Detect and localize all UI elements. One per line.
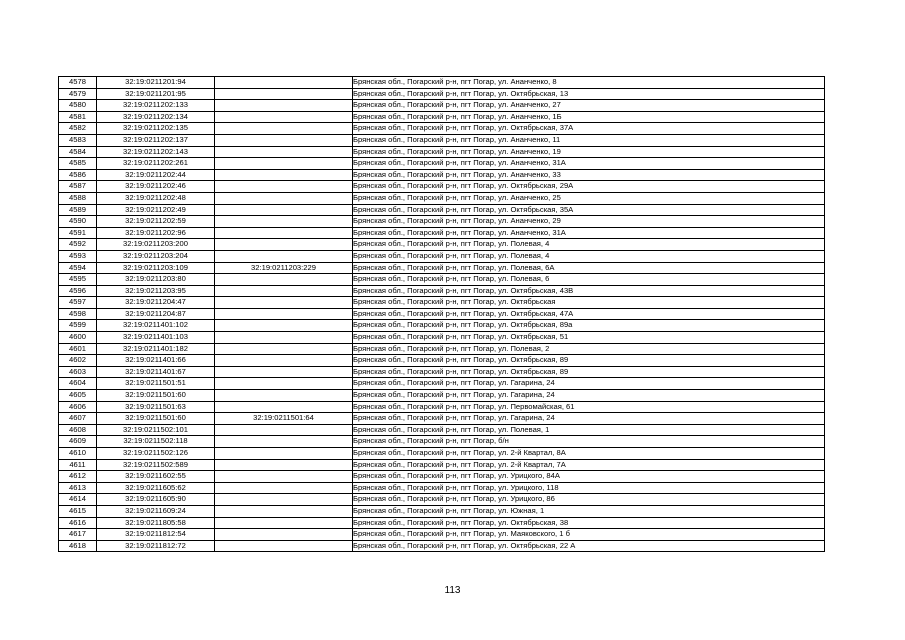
- address-cell: Брянская обл., Погарский р-н, пгт Погар, ул. Октябрьская, 51: [353, 332, 825, 344]
- cadastral-number-cell: 32:19:0211401:66: [97, 355, 215, 367]
- cadastral-number-cell: 32:19:0211202:143: [97, 146, 215, 158]
- row-number-cell: 4613: [59, 482, 97, 494]
- cadastral-number-cell: 32:19:0211605:90: [97, 494, 215, 506]
- address-cell: Брянская обл., Погарский р-н, пгт Погар, ул. Гагарина, 24: [353, 390, 825, 402]
- related-cadastral-number-cell: [215, 111, 353, 123]
- table-row: [59, 88, 825, 100]
- table-row: [59, 343, 825, 355]
- table-row: [59, 471, 825, 483]
- address-cell: Брянская обл., Погарский р-н, пгт Погар, ул. 2-й Квартал, 8А: [353, 448, 825, 460]
- cadastral-number-cell: 32:19:0211203:204: [97, 250, 215, 262]
- cadastral-number-cell: 32:19:0211502:118: [97, 436, 215, 448]
- table-row: [59, 390, 825, 402]
- address-cell: Брянская обл., Погарский р-н, пгт Погар, ул. Ананченко, 31А: [353, 227, 825, 239]
- cadastral-number-cell: 32:19:0211203:80: [97, 274, 215, 286]
- cadastral-number-cell: 32:19:0211602:55: [97, 471, 215, 483]
- cadastral-number-cell: 32:19:0211502:589: [97, 459, 215, 471]
- row-number-cell: 4606: [59, 401, 97, 413]
- row-number-cell: 4604: [59, 378, 97, 390]
- address-cell: Брянская обл., Погарский р-н, пгт Погар, ул. Октябрьская, 29А: [353, 181, 825, 193]
- related-cadastral-number-cell: [215, 540, 353, 552]
- cadastral-number-cell: 32:19:0211202:261: [97, 158, 215, 170]
- cadastral-number-cell: 32:19:0211203:200: [97, 239, 215, 251]
- cadastral-number-cell: 32:19:0211202:135: [97, 123, 215, 135]
- address-cell: Брянская обл., Погарский р-н, пгт Погар, ул. Полевая, 4: [353, 239, 825, 251]
- address-cell: Брянская обл., Погарский р-н, пгт Погар, ул. Октябрьская, 89: [353, 355, 825, 367]
- related-cadastral-number-cell: [215, 77, 353, 89]
- related-cadastral-number-cell: [215, 181, 353, 193]
- row-number-cell: 4583: [59, 134, 97, 146]
- address-cell: Брянская обл., Погарский р-н, пгт Погар, ул. Ананченко, 19: [353, 146, 825, 158]
- row-number-cell: 4588: [59, 192, 97, 204]
- row-number-cell: 4592: [59, 239, 97, 251]
- row-number-cell: 4611: [59, 459, 97, 471]
- related-cadastral-number-cell: [215, 146, 353, 158]
- table-row: [59, 192, 825, 204]
- row-number-cell: 4591: [59, 227, 97, 239]
- related-cadastral-number-cell: [215, 355, 353, 367]
- related-cadastral-number-cell: [215, 216, 353, 228]
- table-row: [59, 239, 825, 251]
- table-row: [59, 355, 825, 367]
- address-cell: Брянская обл., Погарский р-н, пгт Погар, ул. Гагарина, 24: [353, 378, 825, 390]
- address-cell: Брянская обл., Погарский р-н, пгт Погар, ул. Ананченко, 1Б: [353, 111, 825, 123]
- row-number-cell: 4602: [59, 355, 97, 367]
- related-cadastral-number-cell: [215, 459, 353, 471]
- cadastral-number-cell: 32:19:0211805:58: [97, 517, 215, 529]
- cadastral-number-cell: 32:19:0211202:133: [97, 100, 215, 112]
- cadastral-number-cell: 32:19:0211202:96: [97, 227, 215, 239]
- row-number-cell: 4582: [59, 123, 97, 135]
- row-number-cell: 4581: [59, 111, 97, 123]
- related-cadastral-number-cell: [215, 366, 353, 378]
- row-number-cell: 4584: [59, 146, 97, 158]
- cadastral-number-cell: 32:19:0211502:126: [97, 448, 215, 460]
- table-row: [59, 308, 825, 320]
- cadastral-number-cell: 32:19:0211401:182: [97, 343, 215, 355]
- address-cell: Брянская обл., Погарский р-н, пгт Погар, ул. Ананченко, 33: [353, 169, 825, 181]
- address-cell: Брянская обл., Погарский р-н, пгт Погар, ул. Полевая, 2: [353, 343, 825, 355]
- address-cell: Брянская обл., Погарский р-н, пгт Погар, ул. Октябрьская, 89: [353, 366, 825, 378]
- related-cadastral-number-cell: [215, 505, 353, 517]
- table-row: [59, 250, 825, 262]
- address-cell: Брянская обл., Погарский р-н, пгт Погар, ул. Гагарина, 24: [353, 413, 825, 425]
- related-cadastral-number-cell: [215, 436, 353, 448]
- table-row: [59, 100, 825, 112]
- cadastral-number-cell: 32:19:0211401:67: [97, 366, 215, 378]
- row-number-cell: 4609: [59, 436, 97, 448]
- cadastral-number-cell: 32:19:0211401:103: [97, 332, 215, 344]
- table-row: [59, 366, 825, 378]
- table-row: [59, 332, 825, 344]
- row-number-cell: 4599: [59, 320, 97, 332]
- cadastral-number-cell: 32:19:0211609:24: [97, 505, 215, 517]
- cadastral-number-cell: 32:19:0211202:59: [97, 216, 215, 228]
- address-cell: Брянская обл., Погарский р-н, пгт Погар, ул. Ананченко, 11: [353, 134, 825, 146]
- row-number-cell: 4578: [59, 77, 97, 89]
- table-row: [59, 378, 825, 390]
- row-number-cell: 4616: [59, 517, 97, 529]
- related-cadastral-number-cell: [215, 274, 353, 286]
- table-row: [59, 505, 825, 517]
- row-number-cell: 4587: [59, 181, 97, 193]
- cadastral-number-cell: 32:19:0211501:51: [97, 378, 215, 390]
- row-number-cell: 4617: [59, 529, 97, 541]
- related-cadastral-number-cell: [215, 88, 353, 100]
- cadastral-number-cell: 32:19:0211202:46: [97, 181, 215, 193]
- row-number-cell: 4618: [59, 540, 97, 552]
- cadastral-number-cell: 32:19:0211202:48: [97, 192, 215, 204]
- related-cadastral-number-cell: [215, 169, 353, 181]
- cadastral-number-cell: 32:19:0211502:101: [97, 424, 215, 436]
- row-number-cell: 4593: [59, 250, 97, 262]
- row-number-cell: 4598: [59, 308, 97, 320]
- address-cell: Брянская обл., Погарский р-н, пгт Погар, ул. Октябрьская, 89а: [353, 320, 825, 332]
- row-number-cell: 4589: [59, 204, 97, 216]
- table-row: [59, 262, 825, 274]
- cadastral-number-cell: 32:19:0211202:137: [97, 134, 215, 146]
- address-cell: Брянская обл., Погарский р-н, пгт Погар, ул. Октябрьская, 13: [353, 88, 825, 100]
- row-number-cell: 4579: [59, 88, 97, 100]
- row-number-cell: 4603: [59, 366, 97, 378]
- table-row: [59, 459, 825, 471]
- table-row: [59, 517, 825, 529]
- table-row: [59, 424, 825, 436]
- row-number-cell: 4580: [59, 100, 97, 112]
- table-row: [59, 169, 825, 181]
- related-cadastral-number-cell: [215, 123, 353, 135]
- row-number-cell: 4605: [59, 390, 97, 402]
- cadastral-number-cell: 32:19:0211501:63: [97, 401, 215, 413]
- row-number-cell: 4607: [59, 413, 97, 425]
- related-cadastral-number-cell: [215, 297, 353, 309]
- address-cell: Брянская обл., Погарский р-н, пгт Погар, ул. Ананченко, 25: [353, 192, 825, 204]
- row-number-cell: 4585: [59, 158, 97, 170]
- table-row: [59, 274, 825, 286]
- cadastral-number-cell: 32:19:0211203:95: [97, 285, 215, 297]
- address-cell: Брянская обл., Погарский р-н, пгт Погар, ул. Октябрьская: [353, 297, 825, 309]
- address-cell: Брянская обл., Погарский р-н, пгт Погар, ул. Октябрьская, 37А: [353, 123, 825, 135]
- table-row: [59, 227, 825, 239]
- table-row: [59, 529, 825, 541]
- table-row: [59, 448, 825, 460]
- row-number-cell: 4586: [59, 169, 97, 181]
- cadastral-number-cell: 32:19:0211202:44: [97, 169, 215, 181]
- cadastral-number-cell: 32:19:0211605:62: [97, 482, 215, 494]
- address-cell: Брянская обл., Погарский р-н, пгт Погар, ул. Ананченко, 29: [353, 216, 825, 228]
- table-row: [59, 320, 825, 332]
- row-number-cell: 4594: [59, 262, 97, 274]
- table-row: [59, 285, 825, 297]
- related-cadastral-number-cell: [215, 250, 353, 262]
- related-cadastral-number-cell: [215, 285, 353, 297]
- table-row: [59, 77, 825, 89]
- registry-table-body: [59, 77, 825, 552]
- related-cadastral-number-cell: [215, 332, 353, 344]
- related-cadastral-number-cell: [215, 529, 353, 541]
- related-cadastral-number-cell: [215, 158, 353, 170]
- table-row: [59, 297, 825, 309]
- registry-table-container: [58, 76, 824, 552]
- address-cell: Брянская обл., Погарский р-н, пгт Погар, ул. Первомайская, 61: [353, 401, 825, 413]
- row-number-cell: 4590: [59, 216, 97, 228]
- related-cadastral-number-cell: [215, 401, 353, 413]
- cadastral-number-cell: 32:19:0211501:60: [97, 390, 215, 402]
- row-number-cell: 4596: [59, 285, 97, 297]
- address-cell: Брянская обл., Погарский р-н, пгт Погар, ул. Ананченко, 27: [353, 100, 825, 112]
- cadastral-number-cell: 32:19:0211201:95: [97, 88, 215, 100]
- related-cadastral-number-cell: [215, 471, 353, 483]
- address-cell: Брянская обл., Погарский р-н, пгт Погар, ул. Полевая, 6: [353, 274, 825, 286]
- address-cell: Брянская обл., Погарский р-н, пгт Погар, ул. Октябрьская, 38: [353, 517, 825, 529]
- table-row: [59, 111, 825, 123]
- related-cadastral-number-cell: [215, 424, 353, 436]
- table-row: [59, 494, 825, 506]
- address-cell: Брянская обл., Погарский р-н, пгт Погар, ул. Южная, 1: [353, 505, 825, 517]
- address-cell: Брянская обл., Погарский р-н, пгт Погар, ул. Октябрьская, 22 А: [353, 540, 825, 552]
- row-number-cell: 4612: [59, 471, 97, 483]
- table-row: [59, 216, 825, 228]
- table-row: [59, 134, 825, 146]
- address-cell: Брянская обл., Погарский р-н, пгт Погар, ул. Урицкого, 84А: [353, 471, 825, 483]
- address-cell: Брянская обл., Погарский р-н, пгт Погар, ул. Октябрьская, 47А: [353, 308, 825, 320]
- address-cell: Брянская обл., Погарский р-н, пгт Погар, ул. Маяковского, 1 б: [353, 529, 825, 541]
- row-number-cell: 4597: [59, 297, 97, 309]
- table-row: [59, 413, 825, 425]
- related-cadastral-number-cell: [215, 482, 353, 494]
- table-row: [59, 181, 825, 193]
- row-number-cell: 4600: [59, 332, 97, 344]
- address-cell: Брянская обл., Погарский р-н, пгт Погар, б/н: [353, 436, 825, 448]
- cadastral-number-cell: 32:19:0211201:94: [97, 77, 215, 89]
- related-cadastral-number-cell: 32:19:0211203:229: [215, 262, 353, 274]
- related-cadastral-number-cell: [215, 343, 353, 355]
- cadastral-number-cell: 32:19:0211202:134: [97, 111, 215, 123]
- table-row: [59, 482, 825, 494]
- row-number-cell: 4601: [59, 343, 97, 355]
- related-cadastral-number-cell: [215, 320, 353, 332]
- cadastral-number-cell: 32:19:0211204:47: [97, 297, 215, 309]
- related-cadastral-number-cell: [215, 494, 353, 506]
- table-row: [59, 401, 825, 413]
- address-cell: Брянская обл., Погарский р-н, пгт Погар, ул. Урицкого, 118: [353, 482, 825, 494]
- row-number-cell: 4615: [59, 505, 97, 517]
- table-row: [59, 146, 825, 158]
- cadastral-number-cell: 32:19:0211203:109: [97, 262, 215, 274]
- row-number-cell: 4614: [59, 494, 97, 506]
- address-cell: Брянская обл., Погарский р-н, пгт Погар, ул. Полевая, 6А: [353, 262, 825, 274]
- page-number: 113: [444, 585, 461, 596]
- cadastral-number-cell: 32:19:0211501:60: [97, 413, 215, 425]
- address-cell: Брянская обл., Погарский р-н, пгт Погар, ул. Ананченко, 31А: [353, 158, 825, 170]
- table-row: [59, 540, 825, 552]
- registry-table: [58, 76, 825, 552]
- row-number-cell: 4595: [59, 274, 97, 286]
- related-cadastral-number-cell: [215, 227, 353, 239]
- related-cadastral-number-cell: [215, 192, 353, 204]
- table-row: [59, 436, 825, 448]
- address-cell: Брянская обл., Погарский р-н, пгт Погар, ул. Ананченко, 8: [353, 77, 825, 89]
- address-cell: Брянская обл., Погарский р-н, пгт Погар, ул. Урицкого, 86: [353, 494, 825, 506]
- address-cell: Брянская обл., Погарский р-н, пгт Погар, ул. Полевая, 1: [353, 424, 825, 436]
- row-number-cell: 4608: [59, 424, 97, 436]
- address-cell: Брянская обл., Погарский р-н, пгт Погар, ул. Полевая, 4: [353, 250, 825, 262]
- related-cadastral-number-cell: [215, 204, 353, 216]
- related-cadastral-number-cell: 32:19:0211501:64: [215, 413, 353, 425]
- table-row: [59, 158, 825, 170]
- related-cadastral-number-cell: [215, 517, 353, 529]
- related-cadastral-number-cell: [215, 239, 353, 251]
- related-cadastral-number-cell: [215, 448, 353, 460]
- address-cell: Брянская обл., Погарский р-н, пгт Погар, ул. 2-й Квартал, 7А: [353, 459, 825, 471]
- cadastral-number-cell: 32:19:0211812:54: [97, 529, 215, 541]
- related-cadastral-number-cell: [215, 378, 353, 390]
- table-row: [59, 123, 825, 135]
- related-cadastral-number-cell: [215, 100, 353, 112]
- cadastral-number-cell: 32:19:0211401:102: [97, 320, 215, 332]
- table-row: [59, 204, 825, 216]
- related-cadastral-number-cell: [215, 134, 353, 146]
- cadastral-number-cell: 32:19:0211812:72: [97, 540, 215, 552]
- address-cell: Брянская обл., Погарский р-н, пгт Погар, ул. Октябрьская, 35А: [353, 204, 825, 216]
- cadastral-number-cell: 32:19:0211204:87: [97, 308, 215, 320]
- related-cadastral-number-cell: [215, 390, 353, 402]
- address-cell: Брянская обл., Погарский р-н, пгт Погар, ул. Октябрьская, 43В: [353, 285, 825, 297]
- cadastral-number-cell: 32:19:0211202:49: [97, 204, 215, 216]
- related-cadastral-number-cell: [215, 308, 353, 320]
- row-number-cell: 4610: [59, 448, 97, 460]
